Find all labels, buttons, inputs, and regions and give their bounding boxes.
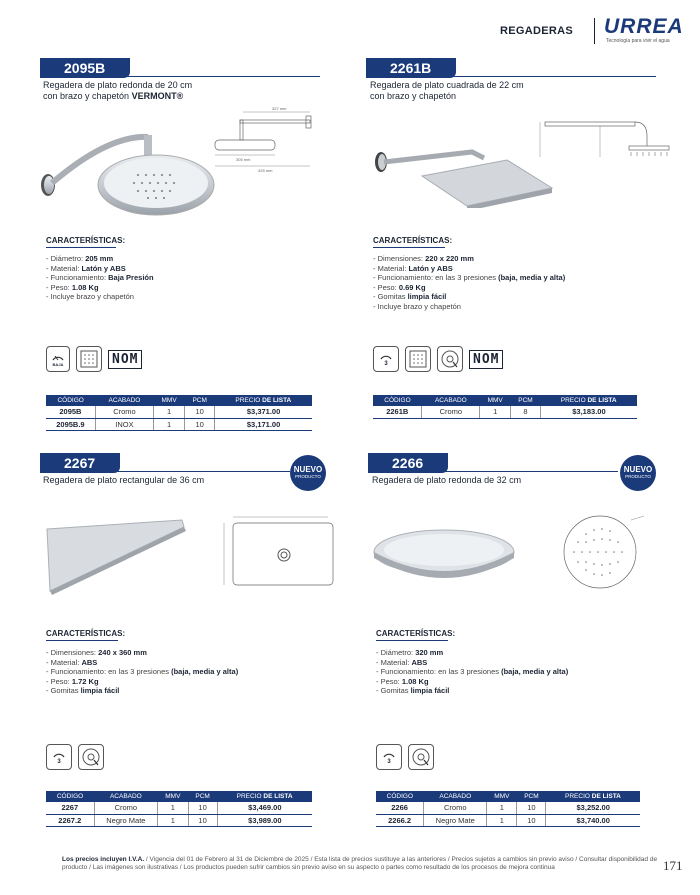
easy-clean-nozzle-icon xyxy=(437,346,463,372)
technical-drawing-2261b xyxy=(535,112,680,172)
feature-icons xyxy=(46,346,142,372)
product-image-2095b xyxy=(38,125,228,225)
nom-certification-icon: NOM xyxy=(108,350,142,369)
code-underline xyxy=(40,76,320,77)
feature-item: - Funcionamiento: en las 3 presiones (baja, media y alta) xyxy=(373,273,566,282)
code-underline xyxy=(366,76,656,77)
features-list xyxy=(376,648,568,696)
feature-item: - Incluye brazo y chapetón xyxy=(373,301,461,311)
feature-item: - Material: ABS xyxy=(46,657,98,667)
feature-item: - Diámetro: 320 mm xyxy=(376,648,444,657)
features-title: CARACTERÍSTICAS: xyxy=(376,629,448,641)
svg-text:305 mm: 305 mm xyxy=(236,157,251,162)
three-pressures-icon: 3 xyxy=(376,744,402,770)
brand-logo: URREA xyxy=(604,15,684,38)
product-image-2266 xyxy=(370,520,520,585)
technical-drawing-2095b xyxy=(210,106,330,178)
features-title: CARACTERÍSTICAS: xyxy=(46,629,118,641)
feature-item: - Gomitas limpia fácil xyxy=(376,686,450,695)
code-underline xyxy=(40,471,290,472)
feature-item: - Diámetro: 205 mm xyxy=(46,254,114,263)
feature-item: - Material: ABS xyxy=(376,657,428,667)
dim-label: 327 mm xyxy=(272,106,287,111)
easy-clean-nozzle-icon xyxy=(408,744,434,770)
feature-icons xyxy=(46,744,104,770)
new-product-badge: NUEVO PRODUCTO xyxy=(290,455,326,491)
feature-icons xyxy=(376,744,434,770)
table-row: 2095B Cromo 1 10 $3,371.00 xyxy=(46,406,312,418)
three-pressures-icon: 3 xyxy=(46,744,72,770)
features-list xyxy=(46,648,238,696)
table-row: 2261B Cromo 1 8 $3,183.00 xyxy=(373,406,637,418)
features-list xyxy=(46,254,154,302)
feature-item: - Funcionamiento: en las 3 presiones (baja, media y alta) xyxy=(376,667,569,676)
square-spray-icon xyxy=(76,346,102,372)
feature-item: - Gomitas limpia fácil xyxy=(46,686,120,695)
feature-item: - Peso: 0.69 Kg xyxy=(373,282,426,292)
header-divider xyxy=(594,18,595,44)
feature-item: - Funcionamiento: en las 3 presiones (baja, media y alta) xyxy=(46,667,239,676)
table-row: 2267 Cromo 1 10 $3,469.00 xyxy=(46,802,312,814)
product-description: Regadera de plato redonda de 20 cm con brazo y chapetón VERMONT® xyxy=(43,80,193,101)
product-code-tag: 2267 xyxy=(40,453,120,473)
feature-item: - Material: Latón y ABS xyxy=(46,263,126,273)
product-image-2267 xyxy=(42,515,192,595)
low-pressure-icon: BAJA xyxy=(46,346,70,372)
feature-item: - Peso: 1.72 Kg xyxy=(46,676,99,686)
code-underline xyxy=(368,471,618,472)
product-code-tag: 2266 xyxy=(368,453,448,473)
product-description: Regadera de plato rectangular de 36 cm xyxy=(43,475,205,485)
price-table-2267: CÓDIGO ACABADO MMV PCM PRECIO DE LISTA 2267 Cromo 1 10 $3,469.00 2267.2 Negro Mate 1 10 $3,989.00 xyxy=(46,791,312,827)
feature-item: - Material: Latón y ABS xyxy=(373,263,453,273)
square-spray-icon xyxy=(405,346,431,372)
features-title: CARACTERÍSTICAS: xyxy=(373,236,445,248)
easy-clean-nozzle-icon xyxy=(78,744,104,770)
table-row: 2267.2 Negro Mate 1 10 $3,989.00 xyxy=(46,814,312,826)
new-product-badge: NUEVO PRODUCTO xyxy=(620,455,656,491)
features-list xyxy=(373,254,565,311)
feature-item: - Dimensiones: 220 x 220 mm xyxy=(373,254,474,263)
page-number: 171 xyxy=(663,858,683,873)
technical-drawing-2266 xyxy=(556,512,656,592)
technical-drawing-2267 xyxy=(218,515,343,595)
three-pressures-icon: 3 xyxy=(373,346,399,372)
feature-item: - Funcionamiento: Baja Presión xyxy=(46,273,154,282)
footer-disclaimer: Los precios incluyen I.V.A. / Vigencia del 01 de Febrero al 31 de Diciembre de 2025 / Esta lista de precios sustituye a las anteriores / Precios sujetos a cambios sin previo aviso / Consultar disponibilidad de producto / Las imágenes son ilustrativas / Los productos pueden sufrir cambios sin previo aviso en su aspecto o partes como resultado de los procesos de mejora continua xyxy=(62,856,658,871)
svg-text:425 mm: 425 mm xyxy=(258,168,273,173)
feature-item: - Incluye brazo y chapetón xyxy=(46,292,134,301)
table-row: 2266.2 Negro Mate 1 10 $3,740.00 xyxy=(376,814,640,826)
product-code-tag: 2095B xyxy=(40,58,130,78)
feature-item: - Dimensiones: 240 x 360 mm xyxy=(46,648,147,657)
product-description: Regadera de plato cuadrada de 22 cm con brazo y chapetón xyxy=(370,80,524,101)
feature-item: - Peso: 1.08 Kg xyxy=(46,282,99,292)
price-table-2095b: CÓDIGO ACABADO MMV PCM PRECIO DE LISTA 2095B Cromo 1 10 $3,371.00 2095B.9 INOX 1 10 $3,171.00 xyxy=(46,395,312,431)
feature-item: - Gomitas limpia fácil xyxy=(373,292,447,301)
price-table-2266: CÓDIGO ACABADO MMV PCM PRECIO DE LISTA 2266 Cromo 1 10 $3,252.00 2266.2 Negro Mate 1 10 $3,740.00 xyxy=(376,791,640,827)
table-row: 2266 Cromo 1 10 $3,252.00 xyxy=(376,802,640,814)
nom-certification-icon: NOM xyxy=(469,350,503,369)
feature-icons xyxy=(373,346,503,372)
feature-item: - Peso: 1.08 Kg xyxy=(376,676,429,686)
product-image-2261b xyxy=(372,138,557,208)
product-code-tag: 2261B xyxy=(366,58,456,78)
product-description: Regadera de plato redonda de 32 cm xyxy=(372,475,522,485)
table-row: 2095B.9 INOX 1 10 $3,171.00 xyxy=(46,418,312,430)
price-table-2261b: CÓDIGO ACABADO MMV PCM PRECIO DE LISTA 2261B Cromo 1 8 $3,183.00 xyxy=(373,395,637,419)
features-title: CARACTERÍSTICAS: xyxy=(46,236,116,248)
brand-tagline: Tecnología para vivir el agua xyxy=(606,38,670,44)
section-title: REGADERAS xyxy=(500,25,573,37)
